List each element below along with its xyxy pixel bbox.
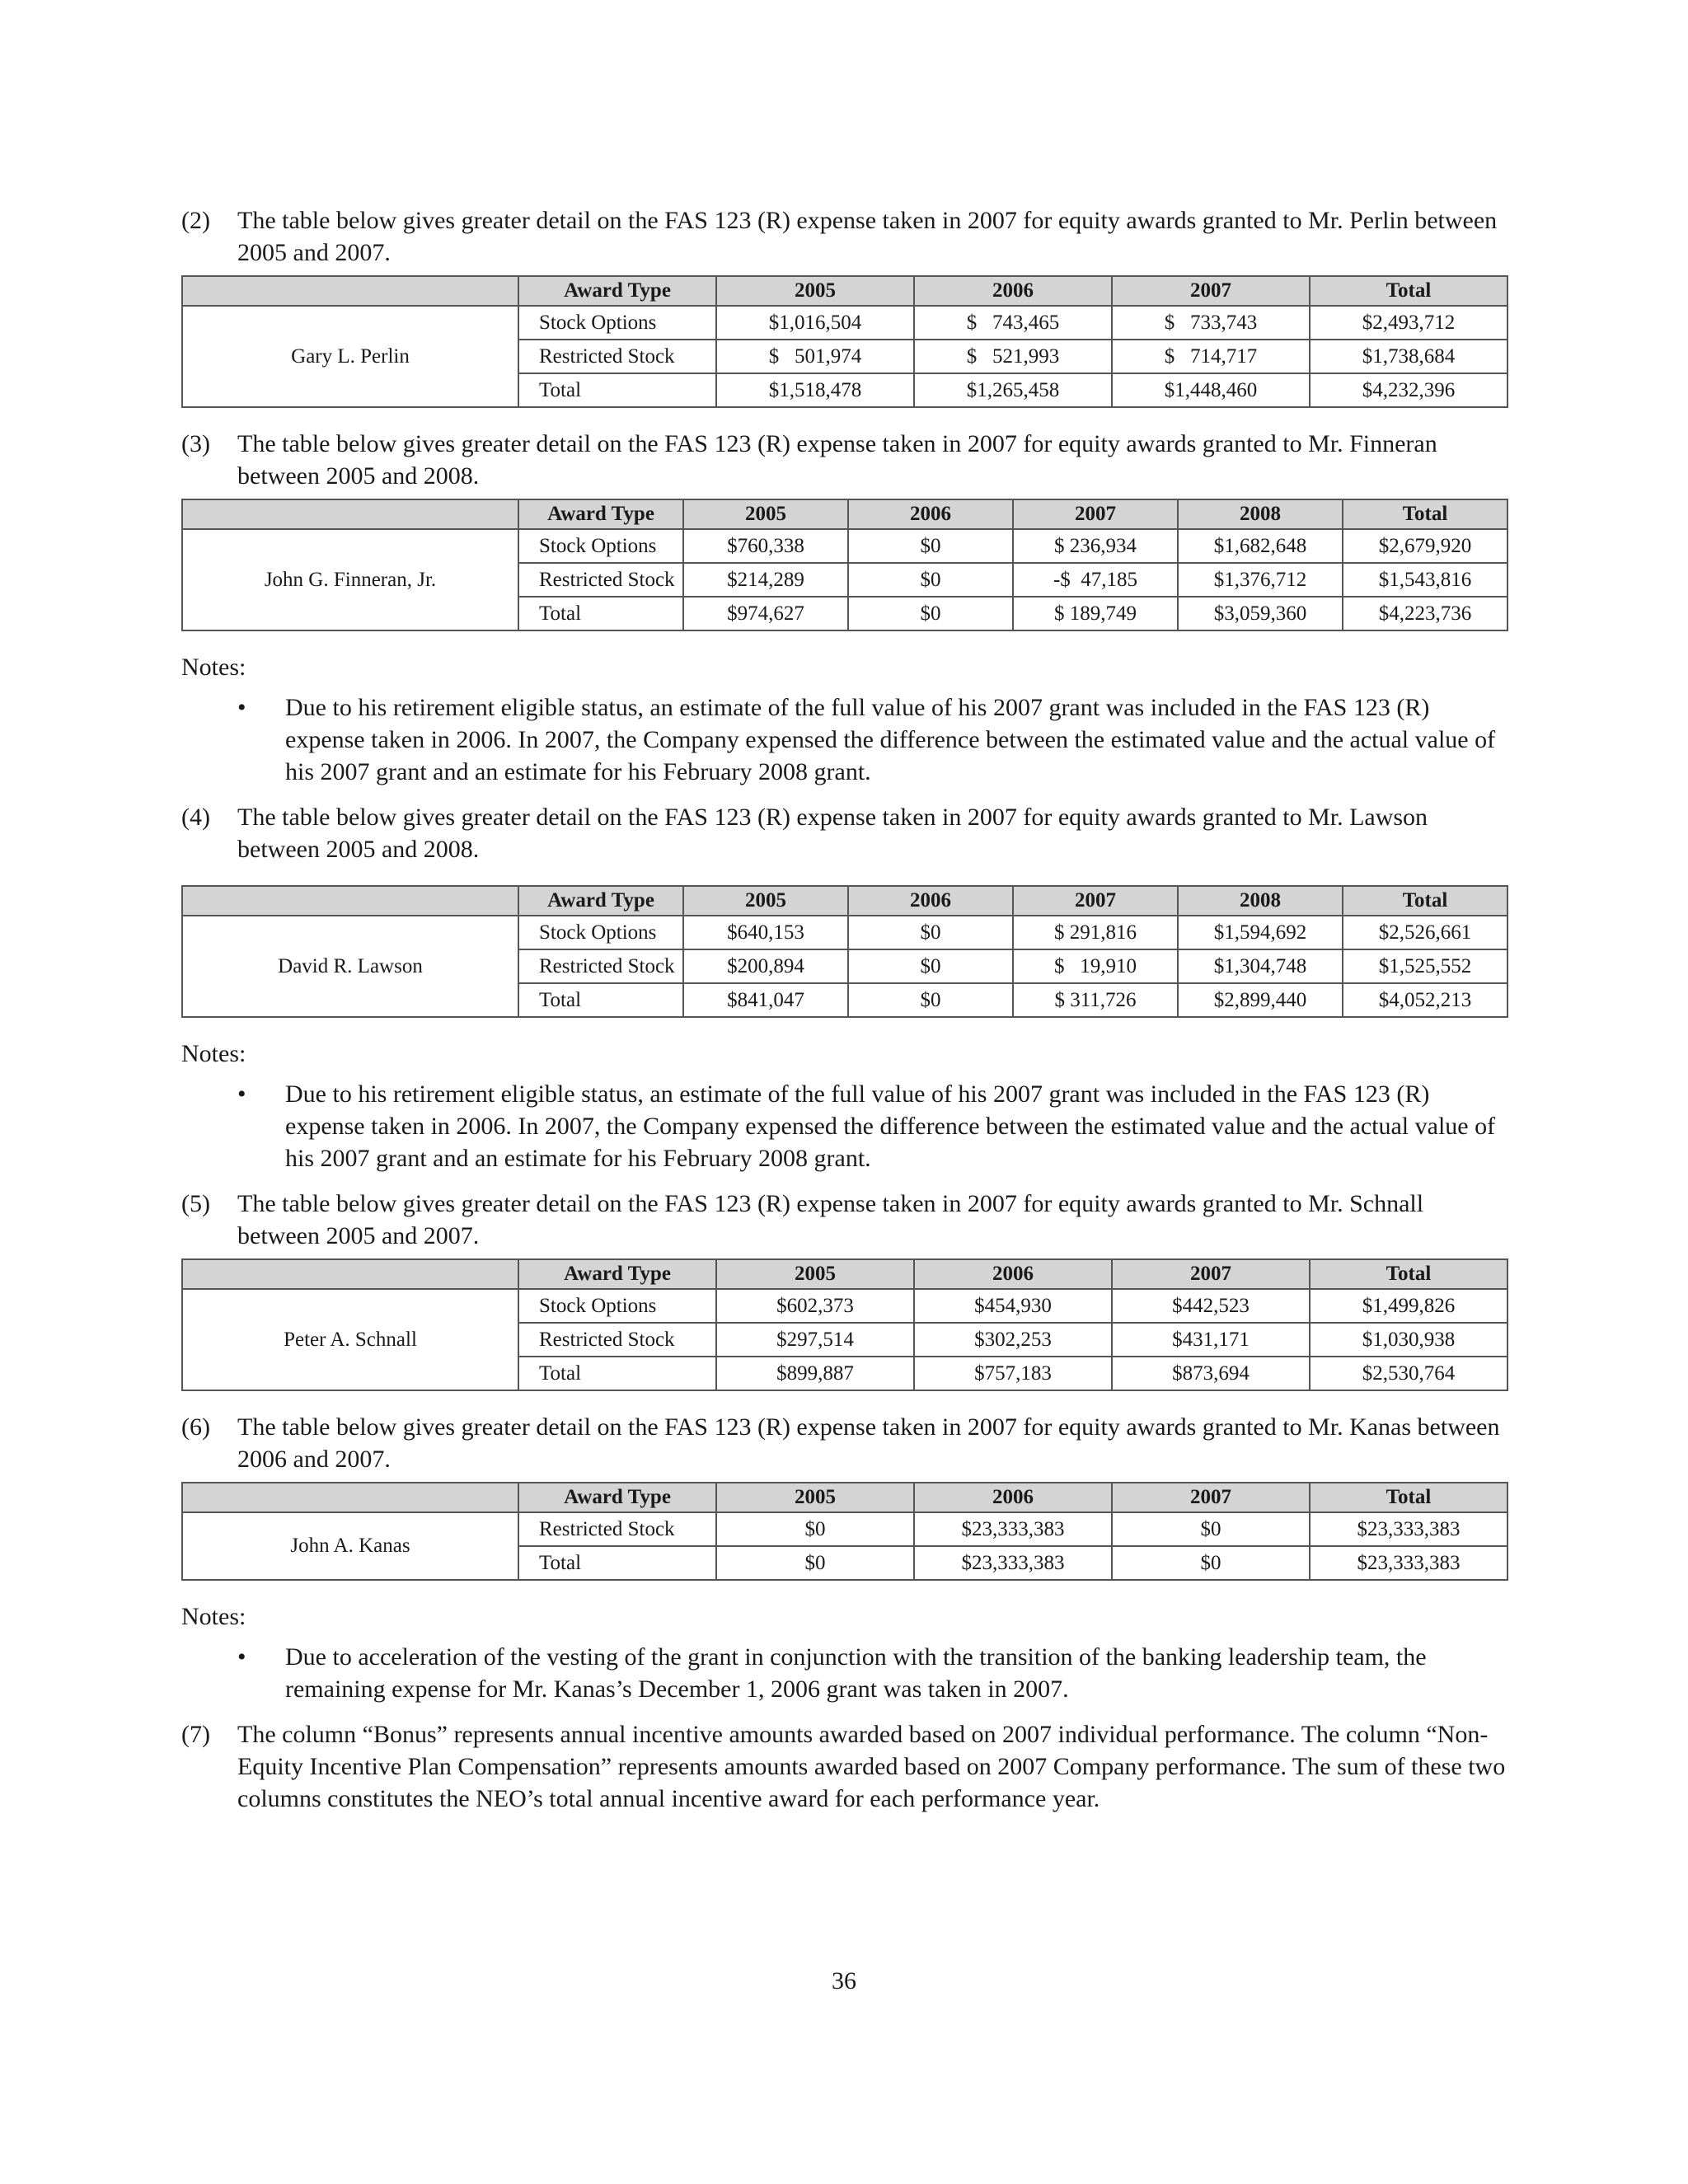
table-header-row (182, 1483, 1507, 1512)
award-table-schnall (181, 1258, 1508, 1391)
notes-label: Notes: (181, 1603, 246, 1630)
value-cell: $1,304,748 (1178, 949, 1343, 983)
footnote-3 (181, 428, 1508, 492)
value-cell: $640,153 (683, 916, 848, 949)
value-cell: $1,738,684 (1310, 340, 1507, 373)
value-cell: $ 311,726 (1013, 983, 1178, 1017)
value-cell: $ 189,749 (1013, 597, 1178, 630)
value-cell: $454,930 (914, 1289, 1112, 1323)
value-cell: $602,373 (716, 1289, 914, 1323)
value-cell: $302,253 (914, 1323, 1112, 1357)
note-kanas (181, 1641, 1508, 1705)
award-type-cell: Total (518, 1357, 716, 1390)
column-header: Total (1343, 886, 1507, 916)
column-header: 2006 (914, 276, 1112, 306)
footnote-number: (3) (181, 430, 210, 457)
column-header: 2006 (914, 1483, 1112, 1512)
value-cell: $1,525,552 (1343, 949, 1507, 983)
column-header: 2007 (1013, 886, 1178, 916)
column-header: 2005 (716, 1259, 914, 1289)
footnote-text: The column “Bonus” represents annual incentive amounts awarded based on 2007 individual performance. The column “Non-Equity Incentive Plan Compensation” represents amounts awarded based on 2007 Company performance. The sum of these two columns constitutes the NEO’s total annual incentive award for each performance year. (237, 1721, 1506, 1812)
table-body (182, 1512, 1507, 1580)
footnote-text: The table below gives greater detail on the FAS 123 (R) expense taken in 2007 for equity awards granted to Mr. Kanas between 2006 and 2007. (237, 1413, 1500, 1473)
note-text: Due to his retirement eligible status, an estimate of the full value of his 2007 grant was included in the FAS 123 (R) expense taken in 2006. In 2007, the Company expensed the difference between the estimated value and the actual value of his 2007 grant and an estimate for his February 2008 grant. (285, 694, 1496, 785)
value-cell: $0 (716, 1546, 914, 1580)
table-header-row (182, 276, 1507, 306)
value-cell: $1,265,458 (914, 373, 1112, 407)
table-row (182, 1289, 1507, 1323)
column-header: 2005 (683, 499, 848, 529)
value-cell: $ 291,816 (1013, 916, 1178, 949)
value-cell: $2,526,661 (1343, 916, 1507, 949)
footnote-number: (2) (181, 207, 210, 234)
award-type-cell: Total (518, 373, 716, 407)
column-header: Award Type (518, 499, 683, 529)
table-header-row (182, 886, 1507, 916)
column-header: Award Type (518, 1483, 716, 1512)
value-cell: $4,232,396 (1310, 373, 1507, 407)
value-cell: $ 501,974 (716, 340, 914, 373)
value-cell: $0 (848, 529, 1013, 563)
column-header: Total (1310, 1259, 1507, 1289)
column-header: Total (1310, 1483, 1507, 1512)
table-body (182, 529, 1507, 630)
column-header: Total (1310, 276, 1507, 306)
table-body (182, 1289, 1507, 1390)
value-cell: $23,333,383 (1310, 1512, 1507, 1546)
value-cell: $297,514 (716, 1323, 914, 1357)
award-type-cell: Total (518, 983, 683, 1017)
footnote-2 (181, 204, 1508, 269)
value-cell: $1,448,460 (1112, 373, 1310, 407)
header-blank-cell (182, 886, 518, 916)
award-type-cell: Total (518, 597, 683, 630)
value-cell: -$ 47,185 (1013, 563, 1178, 597)
note-text: Due to acceleration of the vesting of the grant in conjunction with the transition of the banking leadership team, the remaining expense for Mr. Kanas’s December 1, 2006 grant was taken in 2007. (285, 1643, 1427, 1703)
column-header: 2005 (683, 886, 848, 916)
column-header: 2007 (1112, 1259, 1310, 1289)
footnote-7 (181, 1718, 1508, 1815)
award-type-cell: Total (518, 1546, 716, 1580)
executive-name: Peter A. Schnall (182, 1289, 518, 1390)
table-row (182, 306, 1507, 340)
value-cell: $200,894 (683, 949, 848, 983)
footnote-text: The table below gives greater detail on the FAS 123 (R) expense taken in 2007 for equity awards granted to Mr. Finneran between 2005 and 2008. (237, 430, 1437, 490)
notes-label: Notes: (181, 1040, 246, 1067)
footnote-number: (7) (181, 1721, 210, 1748)
value-cell: $1,682,648 (1178, 529, 1343, 563)
footnote-5 (181, 1188, 1508, 1252)
award-type-cell: Restricted Stock (518, 949, 683, 983)
value-cell: $0 (848, 983, 1013, 1017)
value-cell: $0 (1112, 1546, 1310, 1580)
value-cell: $2,493,712 (1310, 306, 1507, 340)
table-row (182, 1512, 1507, 1546)
footnote-number: (4) (181, 804, 210, 831)
footnote-text: The table below gives greater detail on the FAS 123 (R) expense taken in 2007 for equity awards granted to Mr. Schnall between 2005 and 2007. (237, 1190, 1424, 1249)
value-cell: $1,376,712 (1178, 563, 1343, 597)
column-header: Total (1343, 499, 1507, 529)
award-table-finneran (181, 499, 1508, 631)
value-cell: $974,627 (683, 597, 848, 630)
header-blank-cell (182, 1483, 518, 1512)
header-blank-cell (182, 499, 518, 529)
column-header: 2008 (1178, 886, 1343, 916)
column-header: Award Type (518, 1259, 716, 1289)
value-cell: $0 (716, 1512, 914, 1546)
value-cell: $ 733,743 (1112, 306, 1310, 340)
value-cell: $2,530,764 (1310, 1357, 1507, 1390)
value-cell: $899,887 (716, 1357, 914, 1390)
table-row (182, 529, 1507, 563)
executive-name: Gary L. Perlin (182, 306, 518, 407)
value-cell: $757,183 (914, 1357, 1112, 1390)
column-header: 2008 (1178, 499, 1343, 529)
value-cell: $1,543,816 (1343, 563, 1507, 597)
award-type-cell: Stock Options (518, 306, 716, 340)
column-header: 2007 (1013, 499, 1178, 529)
executive-name: John G. Finneran, Jr. (182, 529, 518, 630)
executive-name: David R. Lawson (182, 916, 518, 1017)
footnote-text: The table below gives greater detail on the FAS 123 (R) expense taken in 2007 for equity awards granted to Mr. Perlin between 2005 and 2007. (237, 207, 1498, 266)
footnote-4 (181, 801, 1508, 865)
award-type-cell: Restricted Stock (518, 340, 716, 373)
value-cell: $760,338 (683, 529, 848, 563)
award-type-cell: Restricted Stock (518, 1512, 716, 1546)
footnote-number: (6) (181, 1413, 210, 1441)
value-cell: $1,518,478 (716, 373, 914, 407)
value-cell: $23,333,383 (914, 1546, 1112, 1580)
bullet-icon: • (237, 1080, 246, 1108)
value-cell: $2,899,440 (1178, 983, 1343, 1017)
value-cell: $0 (848, 916, 1013, 949)
value-cell: $1,594,692 (1178, 916, 1343, 949)
notes-label: Notes: (181, 654, 246, 681)
value-cell: $1,499,826 (1310, 1289, 1507, 1323)
bullet-icon: • (237, 694, 246, 721)
award-type-cell: Stock Options (518, 529, 683, 563)
table-body (182, 916, 1507, 1017)
page-number: 36 (832, 1967, 856, 1994)
value-cell: $214,289 (683, 563, 848, 597)
value-cell: $ 743,465 (914, 306, 1112, 340)
footnote-6 (181, 1411, 1508, 1475)
note-text: Due to his retirement eligible status, an estimate of the full value of his 2007 grant was included in the FAS 123 (R) expense taken in 2006. In 2007, the Company expensed the difference between the estimated value and the actual value of his 2007 grant and an estimate for his February 2008 grant. (285, 1080, 1496, 1172)
award-type-cell: Stock Options (518, 1289, 716, 1323)
note-lawson (181, 1078, 1508, 1174)
value-cell: $0 (1112, 1512, 1310, 1546)
value-cell: $4,052,213 (1343, 983, 1507, 1017)
value-cell: $841,047 (683, 983, 848, 1017)
document-page (181, 204, 1508, 1815)
header-blank-cell (182, 276, 518, 306)
value-cell: $0 (848, 563, 1013, 597)
value-cell: $0 (848, 597, 1013, 630)
value-cell: $873,694 (1112, 1357, 1310, 1390)
award-table-lawson (181, 885, 1508, 1018)
table-header-row (182, 1259, 1507, 1289)
value-cell: $1,030,938 (1310, 1323, 1507, 1357)
value-cell: $23,333,383 (1310, 1546, 1507, 1580)
bullet-icon: • (237, 1643, 246, 1671)
column-header: 2005 (716, 1483, 914, 1512)
award-type-cell: Restricted Stock (518, 1323, 716, 1357)
value-cell: $2,679,920 (1343, 529, 1507, 563)
column-header: 2007 (1112, 276, 1310, 306)
value-cell: $0 (848, 949, 1013, 983)
award-type-cell: Restricted Stock (518, 563, 683, 597)
header-blank-cell (182, 1259, 518, 1289)
column-header: 2005 (716, 276, 914, 306)
award-type-cell: Stock Options (518, 916, 683, 949)
table-body (182, 306, 1507, 407)
column-header: 2006 (914, 1259, 1112, 1289)
footnote-text: The table below gives greater detail on the FAS 123 (R) expense taken in 2007 for equity awards granted to Mr. Lawson between 2005 and 2008. (237, 804, 1428, 863)
executive-name: John A. Kanas (182, 1512, 518, 1580)
value-cell: $3,059,360 (1178, 597, 1343, 630)
value-cell: $442,523 (1112, 1289, 1310, 1323)
value-cell: $ 236,934 (1013, 529, 1178, 563)
value-cell: $ 521,993 (914, 340, 1112, 373)
column-header: Award Type (518, 276, 716, 306)
value-cell: $ 714,717 (1112, 340, 1310, 373)
value-cell: $1,016,504 (716, 306, 914, 340)
value-cell: $ 19,910 (1013, 949, 1178, 983)
column-header: 2006 (848, 499, 1013, 529)
value-cell: $4,223,736 (1343, 597, 1507, 630)
value-cell: $23,333,383 (914, 1512, 1112, 1546)
award-table-kanas (181, 1482, 1508, 1581)
table-row (182, 916, 1507, 949)
column-header: 2006 (848, 886, 1013, 916)
footnote-number: (5) (181, 1190, 210, 1217)
award-table-perlin (181, 275, 1508, 408)
value-cell: $431,171 (1112, 1323, 1310, 1357)
column-header: 2007 (1112, 1483, 1310, 1512)
table-header-row (182, 499, 1507, 529)
column-header: Award Type (518, 886, 683, 916)
note-finneran (181, 691, 1508, 788)
